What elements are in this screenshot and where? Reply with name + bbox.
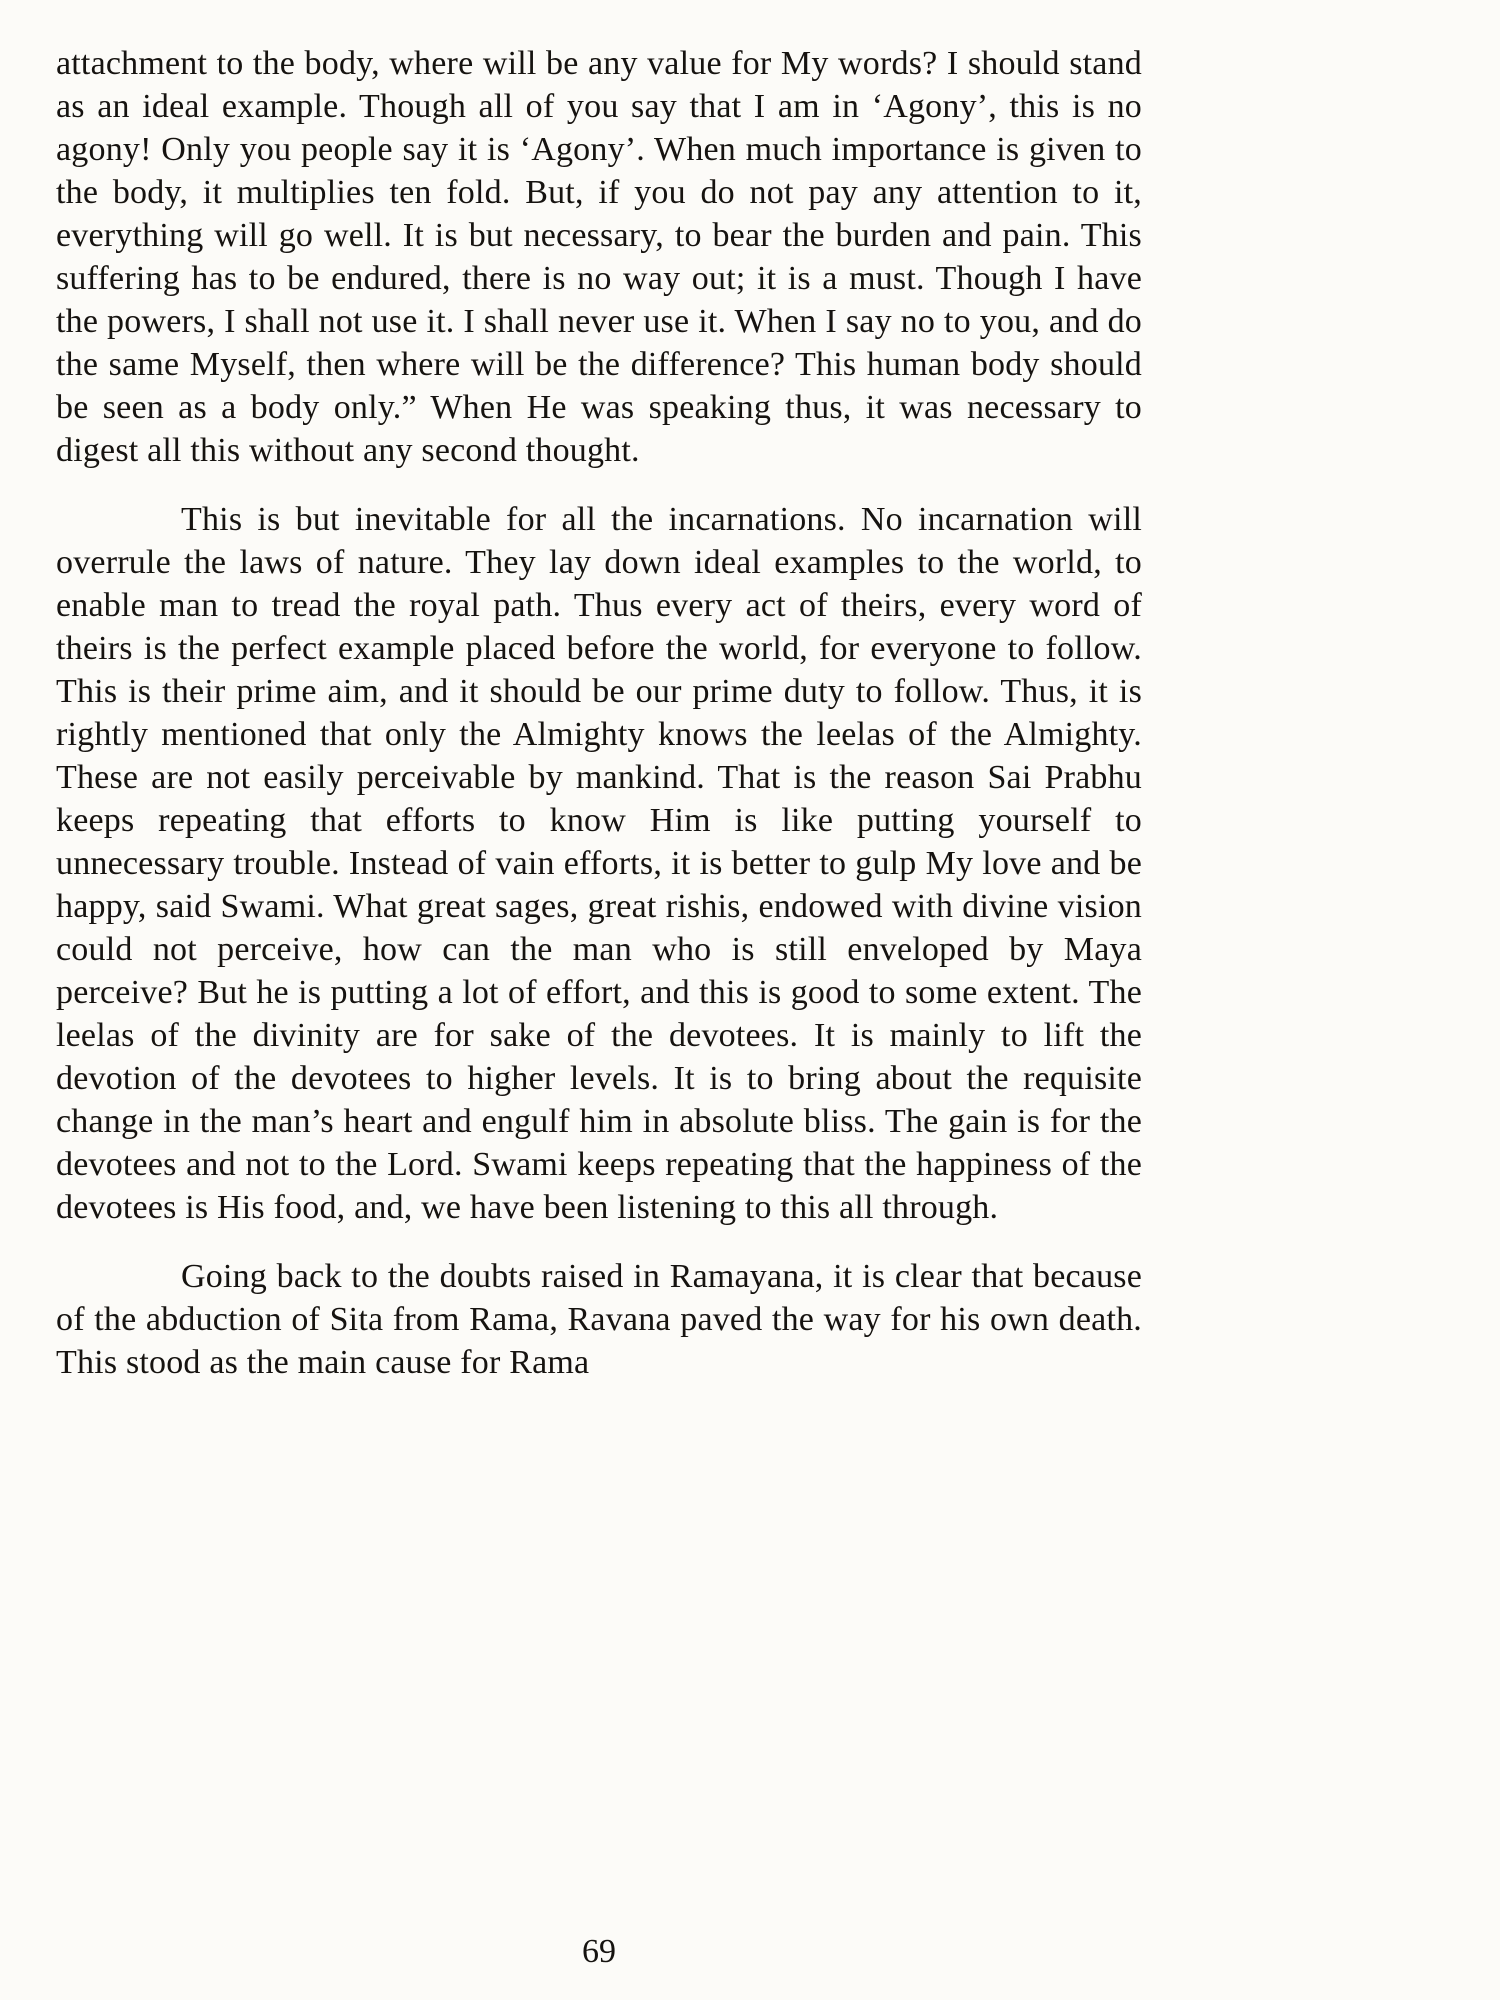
paragraph: attachment to the body, where will be any value for My words? I should stand as an ideal example. Though all of you say that I am in ‘Agony’, this is no agony! Only you people say it is ‘Agony’. When much importance is given to the body, it multiplies ten fold. But, if you do not pay any attention to it, everything will go well. It is but necessary, to bear the burden and pain. This suffering has to be endured, there is no way out; it is a must. Though I have the powers, I shall not use it. I shall never use it. When I say no to you, and do the same Myself, then where will be the difference? This human body should be seen as a body only.” When He was speaking thus, it was necessary to digest all this without any second thought.: [56, 45, 1142, 469]
paragraph: This is but inevitable for all the incarnations. No incarnation will overrule the laws of nature. They lay down ideal examples to the world, to enable man to tread the royal path. Thus every act of theirs, every word of theirs is the perfect example placed before the world, for everyone to follow. This is their prime aim, and it should be our prime duty to follow. Thus, it is rightly mentioned that only the Almighty knows the leelas of the Almighty. These are not easily perceivable by mankind. That is the reason Sai Prabhu keeps repeating that efforts to know Him is like putting yourself to unnecessary trouble. Instead of vain efforts, it is better to gulp My love and be happy, said Swami. What great sages, great rishis, endowed with divine vision could not perceive, how can the man who is still enveloped by Maya perceive? But he is putting a lot of effort, and this is good to some extent. The leelas of the divinity are for sake of the devotees. It is mainly to lift the devotion of the devotees to higher levels. It is to bring about the requisite change in the man’s heart and engulf him in absolute bliss. The gain is for the devotees and not to the Lord. Swami keeps repeating that the happiness of the devotees is His food, and, we have been listening to this all through.: [56, 501, 1142, 1226]
paragraph: Going back to the doubts raised in Ramayana, it is clear that because of the abduction of Sita from Rama, Ravana paved the way for his own death. This stood as the main cause for Rama: [56, 1258, 1142, 1381]
page-text: [56, 42, 1142, 1384]
page-number: 69: [582, 1933, 616, 1970]
